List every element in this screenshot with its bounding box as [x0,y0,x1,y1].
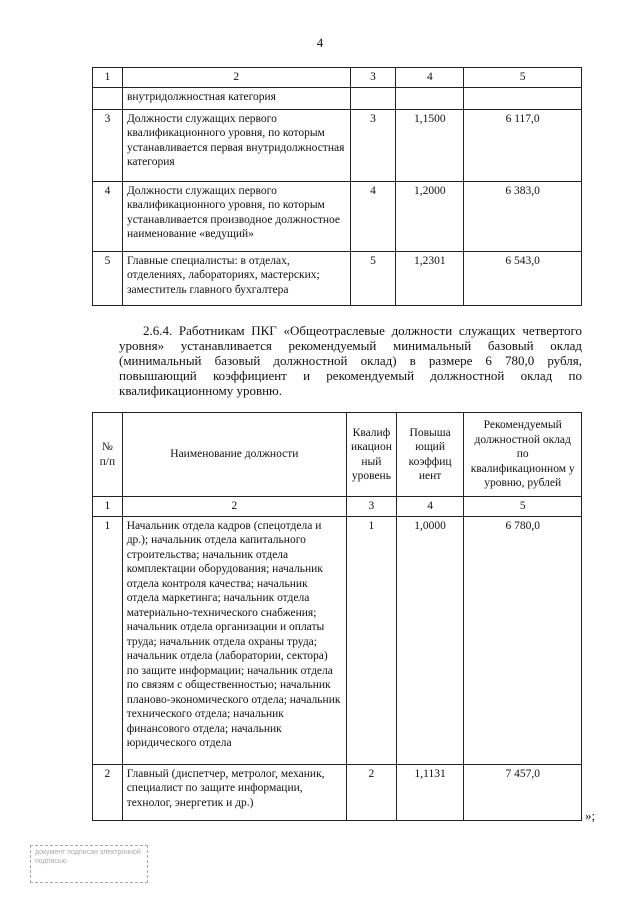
table-first-level [92,67,582,306]
col-level-header: Квалиф икацион ный уровень [346,413,396,497]
row-level: 2 [346,764,396,820]
header-cell: 3 [350,68,396,88]
row-level: 5 [350,251,396,305]
number-cell: 4 [396,497,464,517]
row-salary: 6 383,0 [464,181,582,251]
row-coef [396,87,464,109]
table-number-row [93,497,582,517]
paragraph-text: 2.6.4. Работникам ПКГ «Общеотраслевые должности служащих четвертого уровня» устанавливается рекомендуемый минимальный базовый оклад (минимальный базовый должностной оклад) в размере 6 780,0 рубля, повышающий коэффициент и рекомендуемый должностной оклад по квалификационному уровню. [119,323,582,398]
table-fourth-level [92,412,582,821]
table-row [93,87,582,109]
col-coef-header: Повыша ющий коэффиц иент [396,413,464,497]
row-name: Главный (диспетчер, метролог, механик, специалист по защите информации, технолог, энергетик и др.) [122,764,346,820]
number-cell: 3 [346,497,396,517]
row-coef: 1,0000 [396,516,464,764]
col-num-header: № п/п [93,413,123,497]
table-row [93,251,582,305]
header-cell: 2 [122,68,350,88]
row-level: 3 [350,109,396,181]
header-cell: 1 [93,68,123,88]
row-level: 1 [346,516,396,764]
row-name: Должности служащих первого квалификационного уровня, по которым устанавливается первая внутридолжностная категория [122,109,350,181]
row-salary: 6 117,0 [464,109,582,181]
row-name: внутридолжностная категория [122,87,350,109]
row-salary: 7 457,0 [464,764,582,820]
row-coef: 1,2301 [396,251,464,305]
number-cell: 2 [122,497,346,517]
row-num: 5 [93,251,123,305]
row-name: Главные специалисты: в отделах, отделениях, лабораториях, мастерских; заместитель главного бухгалтера [122,251,350,305]
row-coef: 1,1500 [396,109,464,181]
number-cell: 1 [93,497,123,517]
row-level: 4 [350,181,396,251]
row-coef: 1,2000 [396,181,464,251]
col-salary-header: Рекомендуемый должностной оклад по квалификационном у уровню, рублей [464,413,582,497]
row-name: Должности служащих первого квалификационного уровня, по которым устанавливается производное должностное наименование «ведущий» [122,181,350,251]
paragraph-2-6-4 [119,323,582,398]
row-name: Начальник отдела кадров (спецотдела и др.); начальник отдела капитального строительства; начальник отдела комплектации оборудования; начальник отдела контроля качества; начальник отдела маркетинга; начальник отдела материально-технического снабжения; начальник отдела организации и оплаты труда; начальник отдела охраны труда; начальник отдела (лаборатории, сектора) по защите информации; начальник отдела по связям с общественностью; начальник планово-экономического отдела; начальник технического отдела; начальник финансового отдела; начальник юридического отдела [122,516,346,764]
table-row [93,109,582,181]
row-num: 3 [93,109,123,181]
table-header-row [93,413,582,497]
row-salary [464,87,582,109]
row-num: 1 [93,516,123,764]
col-name-header: Наименование должности [122,413,346,497]
row-salary: 6 780,0 [464,516,582,764]
closing-quote: »; [585,808,596,823]
table-row [93,181,582,251]
table-row [93,516,582,764]
header-cell: 4 [396,68,464,88]
row-level [350,87,396,109]
signature-stamp: документ подписан электронной подписью [30,845,148,883]
number-cell: 5 [464,497,582,517]
row-num: 2 [93,764,123,820]
row-salary: 6 543,0 [464,251,582,305]
row-num: 4 [93,181,123,251]
header-cell: 5 [464,68,582,88]
page-number: 4 [316,35,324,50]
row-coef: 1,1131 [396,764,464,820]
table-header-row [93,68,582,88]
row-num [93,87,123,109]
table-row [93,764,582,820]
